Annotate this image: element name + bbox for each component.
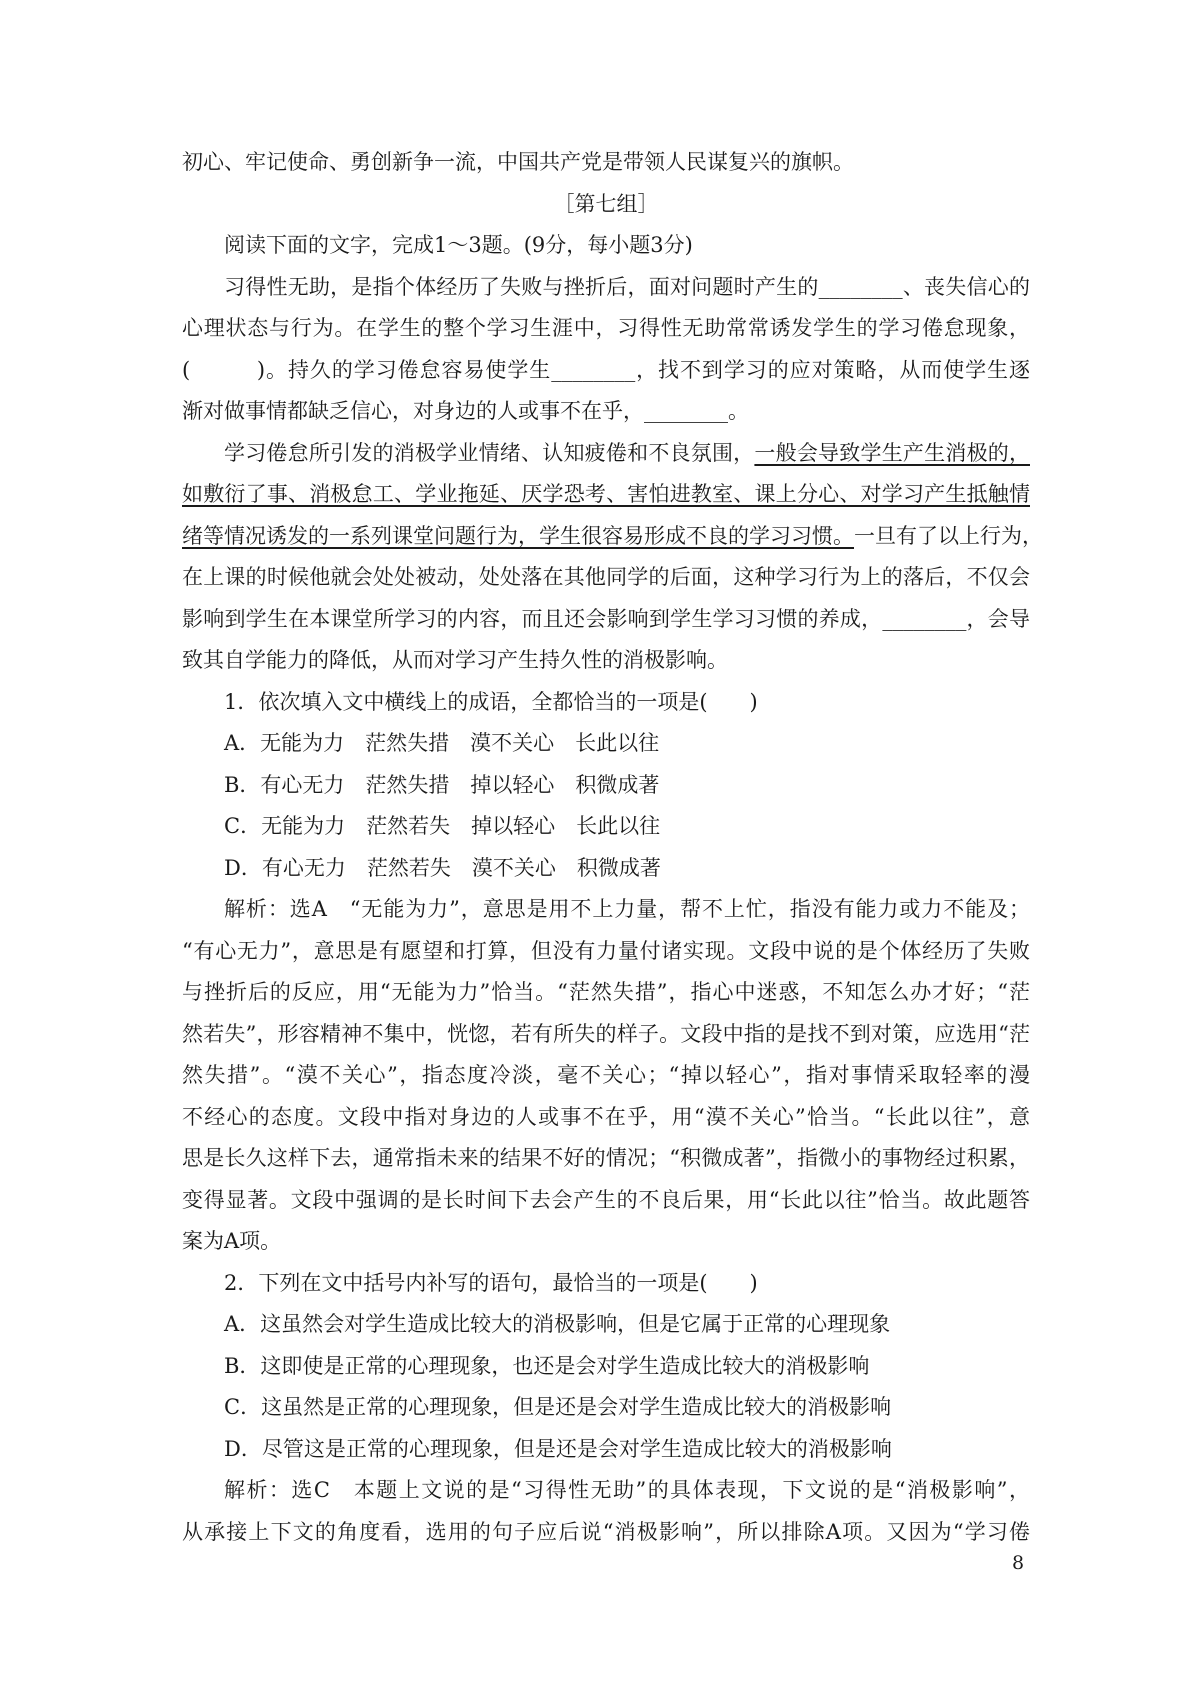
question-1-analysis-line: 不经心的态度。文段中指对身边的人或事不在乎，用“漠不关心”恰当。“长此以往”，意 bbox=[182, 1104, 1030, 1129]
question-2-stem: 2．下列在文中括号内补写的语句，最恰当的一项是( ) bbox=[224, 1270, 758, 1295]
group-title: ［第七组］ bbox=[553, 191, 659, 216]
question-2-option-d: D．尽管这是正常的心理现象，但是还是会对学生造成比较大的消极影响 bbox=[224, 1436, 892, 1461]
instructions: 阅读下面的文字，完成1～3题。(9分，每小题3分) bbox=[224, 233, 693, 257]
question-1-analysis-line: 解析：选A “无能为力”，意思是用不上力量，帮不上忙，指没有能力或力不能及； bbox=[224, 897, 1030, 921]
document-page bbox=[182, 142, 1043, 1553]
passage-p1-line: ( )。持久的学习倦怠容易使学生________，找不到学习的应对策略，从而使学生逐 bbox=[182, 357, 1030, 382]
passage-p2-line: 在上课的时候他就会处处被动，处处落在其他同学的后面，这种学习行为上的落后，不仅会 bbox=[182, 565, 1030, 589]
passage-p2-line bbox=[182, 516, 1043, 558]
question-1-analysis-line: 变得显著。文段中强调的是长时间下去会产生的不良后果，用“长此以往”恰当。故此题答 bbox=[182, 1187, 1030, 1212]
passage-p2-plain: 一旦有了以上行为， bbox=[854, 523, 1043, 548]
passage-p1-line: 习得性无助，是指个体经历了失败与挫折后，面对问题时产生的________、丧失信心的 bbox=[224, 274, 1030, 299]
question-1-analysis-line: 与挫折后的反应，用“无能为力”恰当。“茫然失措”，指心中迷惑，不知怎么办才好；“茫 bbox=[182, 980, 1030, 1004]
passage-p1-line: 心理状态与行为。在学生的整个学习生涯中，习得性无助常常诱发学生的学习倦怠现象， bbox=[182, 316, 1030, 340]
passage-p2-line bbox=[182, 474, 1030, 516]
question-1-analysis-line: 然若失”，形容精神不集中，恍惚，若有所失的样子。文段中指的是找不到对策，应选用“茫 bbox=[182, 1021, 1030, 1046]
question-1-option-d: D．有心无力 茫然若失 漠不关心 积微成著 bbox=[224, 855, 661, 880]
question-1-option-a: A．无能为力 茫然失措 漠不关心 长此以往 bbox=[224, 731, 660, 755]
passage-p2-underlined: 一般会导致学生产生消极的， bbox=[754, 440, 1030, 465]
question-2-analysis-line: 从承接上下文的角度看，选用的句子应后说“消极影响”，所以排除A项。又因为“学习倦 bbox=[182, 1519, 1030, 1544]
question-2-analysis-line: 解析：选C 本题上文说的是“习得性无助”的具体表现，下文说的是“消极影响”， bbox=[224, 1478, 1030, 1502]
question-1-option-b: B．有心无力 茫然失措 掉以轻心 积微成著 bbox=[224, 772, 660, 797]
passage-p2-underlined: 绪等情况诱发的一系列课堂问题行为，学生很容易形成不良的学习习惯。 bbox=[182, 523, 854, 548]
question-1-analysis-line: 然失措”。“漠不关心”，指态度冷淡，毫不关心；“掉以轻心”，指对事情采取轻率的漫 bbox=[182, 1063, 1030, 1087]
question-2-option-c: C．这虽然是正常的心理现象，但是还是会对学生造成比较大的消极影响 bbox=[224, 1395, 892, 1419]
passage-p2-line: 影响到学生在本课堂所学习的内容，而且还会影响到学生学习习惯的养成，________，会导 bbox=[182, 606, 1030, 631]
question-1-analysis-line: 案为A项。 bbox=[182, 1229, 282, 1253]
question-2-option-a: A．这虽然会对学生造成比较大的消极影响，但是它属于正常的心理现象 bbox=[224, 1312, 891, 1336]
question-1-analysis-line: “有心无力”，意思是有愿望和打算，但没有力量付诸实现。文段中说的是个体经历了失败 bbox=[182, 938, 1030, 963]
passage-p2-plain: 学习倦怠所引发的消极学业情绪、认知疲倦和不良氛围， bbox=[224, 440, 755, 465]
passage-p2-line: 致其自学能力的降低，从而对学习产生持久性的消极影响。 bbox=[182, 648, 728, 672]
page-number: 8 bbox=[1012, 1552, 1025, 1574]
question-1-analysis-line: 思是长久这样下去，通常指未来的结果不好的情况；“积微成著”，指微小的事物经过积累， bbox=[182, 1146, 1030, 1170]
intro-tail-line: 初心、牢记使命、勇创新争一流，中国共产党是带领人民谋复兴的旗帜。 bbox=[182, 150, 854, 174]
passage-p1-line: 渐对做事情都缺乏信心，对身边的人或事不在乎，________。 bbox=[182, 399, 749, 423]
question-1-stem: 1．依次填入文中横线上的成语，全都恰当的一项是( ) bbox=[224, 689, 758, 714]
passage-p2-line bbox=[182, 433, 1030, 475]
question-1-option-c: C．无能为力 茫然若失 掉以轻心 长此以往 bbox=[224, 814, 661, 838]
question-2-option-b: B．这即使是正常的心理现象，也还是会对学生造成比较大的消极影响 bbox=[224, 1353, 870, 1378]
passage-p2-underlined: 如敷衍了事、消极怠工、学业拖延、厌学恐考、害怕进教室、课上分心、对学习产生抵触情 bbox=[182, 482, 1030, 506]
